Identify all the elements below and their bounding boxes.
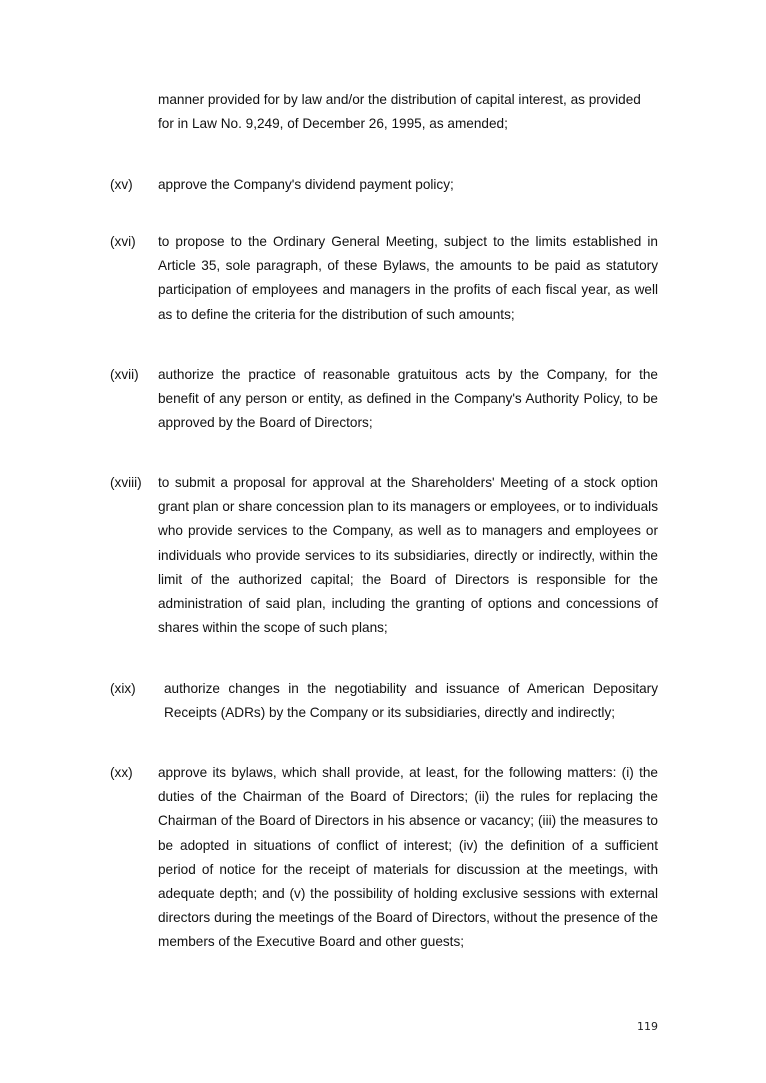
item-number: (xvii) <box>110 367 139 382</box>
item-number: (xix) <box>110 681 136 696</box>
continuation-text: manner provided for by law and/or the distribution of capital interest, as provided for in Law No. 9,249, of December 26, 1995, as amended; <box>158 92 641 132</box>
item-text: authorize changes in the negotiability and issuance of American Depositary Receipts (ADRs) by the Company or its subsidiaries, directly and indirectly; <box>164 681 658 721</box>
item-text: authorize the practice of reasonable gratuitous acts by the Company, for the benefit of any person or entity, as defined in the Company's Authority Policy, to be approved by the Board of Directors; <box>158 367 658 431</box>
item-number: (xvi) <box>110 234 136 249</box>
item-number: (xx) <box>110 765 133 780</box>
item-text: approve the Company's dividend payment policy; <box>158 177 454 192</box>
item-text: to propose to the Ordinary General Meeting, subject to the limits established in Article 35, sole paragraph, of these Bylaws, the amounts to be paid as statutory participation of employees and managers in the profits of each fiscal year, as well as to define the criteria for the distribution of such amounts; <box>158 234 658 322</box>
item-number: (xviii) <box>110 475 142 490</box>
item-text: to submit a proposal for approval at the Shareholders' Meeting of a stock option grant plan or share concession plan to its managers or employees, or to individuals who provide services to the Company, as well as to managers and employees or individuals who provide services to its subsidiaries, directly or indirectly, within the limit of the authorized capital; the Board of Directors is responsible for the administration of said plan, including the granting of options and concessions of shares within the scope of such plans; <box>158 475 658 636</box>
item-number: (xv) <box>110 177 133 192</box>
page-number: 119 <box>637 1020 658 1033</box>
item-text: approve its bylaws, which shall provide, at least, for the following matters: (i) the duties of the Chairman of the Board of Directors; (ii) the rules for replacing the Chairman of the Board of Directors in his absence or vacancy; (iii) the measures to be adopted in situations of conflict of interest; (iv) the definition of a sufficient period of notice for the receipt of materials for discussion at the meetings, with adequate depth; and (v) the possibility of holding exclusive sessions with external directors during the meetings of the Board of Directors, without the presence of the members of the Executive Board and other guests; <box>158 765 658 950</box>
